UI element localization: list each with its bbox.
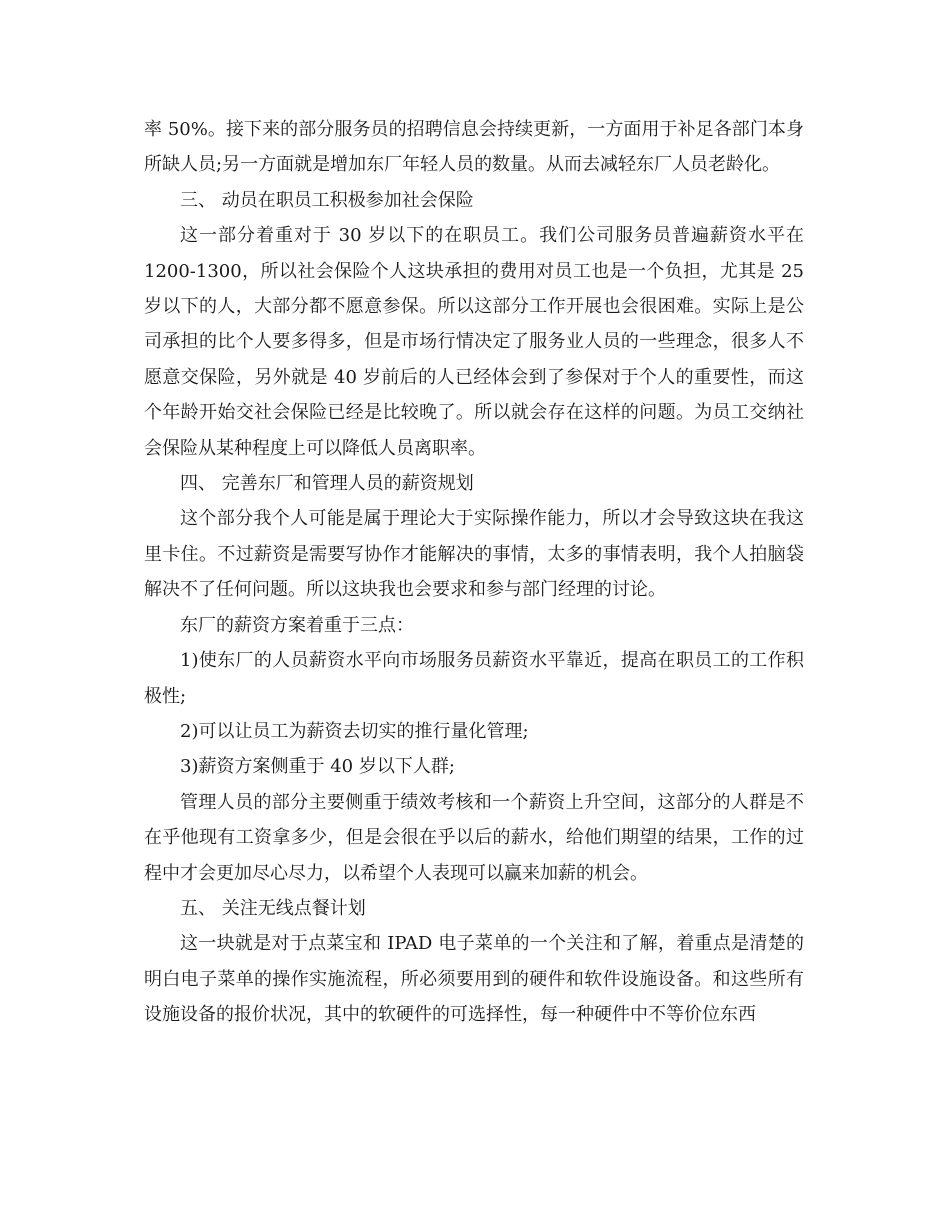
paragraph-continuation: 率 50%。接下来的部分服务员的招聘信息会持续更新，一方面用于补足各部门本身所缺人员;另一方面就是增加东厂年轻人员的数量。从而去减轻东厂人员老龄化。 xyxy=(144,119,804,176)
paragraph: 这一部分着重对于 30 岁以下的在职员工。我们公司服务员普遍薪资水平在 1200-1300，所以社会保险个人这块承担的费用对员工也是一个负担，尤其是 25 岁以下的人，大部分都不愿意参保。所以这部分工作开展也会很困难。实际上是公司承担的比个人要多得多，但是市场行情决定了服务业人员的一些理念，很多人不愿意交保险，另外就是 40 岁前后的人已经体会到了参保对于个人的重要性，而这个年龄开始交社会保险已经是比较晚了。所以就会存在这样的问题。为员工交纳社会保险从某种程度上可以降低人员离职率。 xyxy=(144,225,804,459)
section-heading-4: 四、 完善东厂和管理人员的薪资规划 xyxy=(180,473,474,495)
document-body xyxy=(144,112,804,1033)
paragraph: 这个部分我个人可能是属于理论大于实际操作能力，所以才会导致这块在我这里卡住。不过薪资是需要写协作才能解决的事情，太多的事情表明，我个人拍脑袋解决不了任何问题。所以这块我也会要求和参与部门经理的讨论。 xyxy=(144,508,804,601)
list-item: 1)使东厂的人员薪资水平向市场服务员薪资水平靠近，提高在职员工的工作积极性; xyxy=(144,650,804,707)
section-heading-5: 五、 关注无线点餐计划 xyxy=(180,897,366,919)
section-heading-3: 三、 动员在职员工积极参加社会保险 xyxy=(180,189,474,211)
list-item: 3)薪资方案侧重于 40 岁以下人群; xyxy=(180,756,455,778)
paragraph: 管理人员的部分主要侧重于绩效考核和一个薪资上升空间，这部分的人群是不在乎他现有工资拿多少，但是会很在乎以后的薪水，给他们期望的结果，工作的过程中才会更加尽心尽力，以希望个人表现可以赢来加薪的机会。 xyxy=(144,791,804,884)
paragraph: 东厂的薪资方案着重于三点： xyxy=(180,614,414,636)
list-item: 2)可以让员工为薪资去切实的推行量化管理; xyxy=(180,720,529,742)
paragraph: 这一块就是对于点菜宝和 IPAD 电子菜单的一个关注和了解，着重点是清楚的明白电子菜单的操作实施流程，所必须要用到的硬件和软件设施设备。和这些所有设施设备的报价状况，其中的软硬件的可选择性，每一种硬件中不等价位东西 xyxy=(144,933,804,1026)
